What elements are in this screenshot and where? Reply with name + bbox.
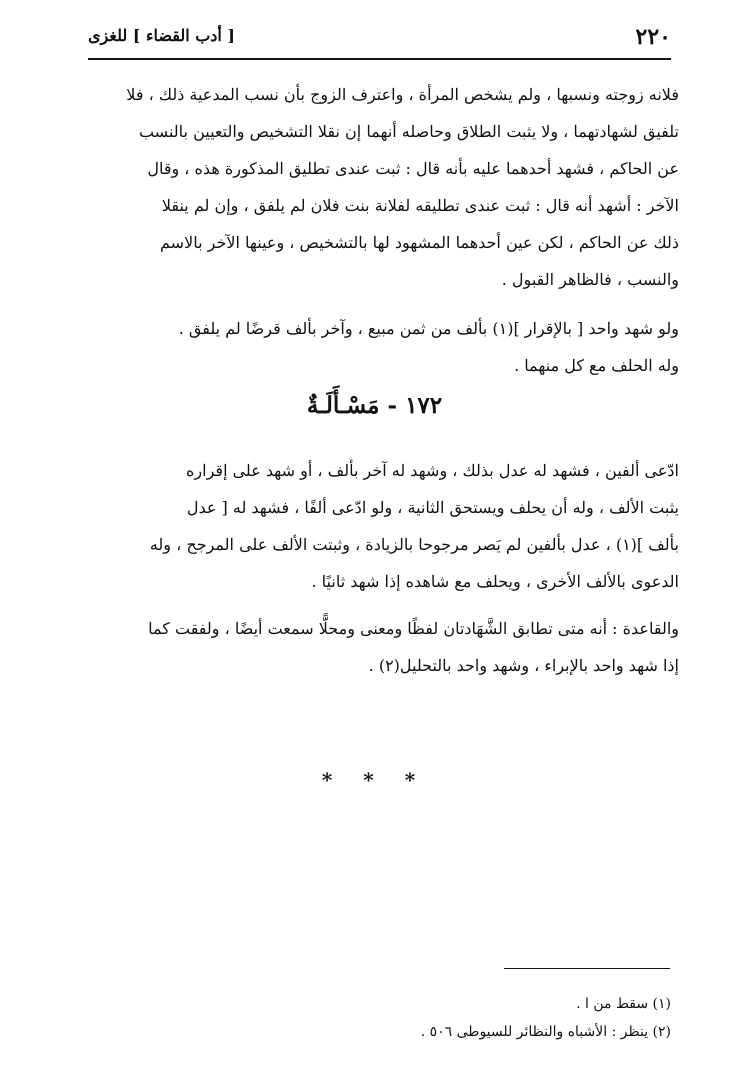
footnotes <box>250 990 671 1046</box>
paragraph-2 <box>78 310 679 384</box>
text-line: ذلك عن الحاكم ، لكن عين أحدهما المشهود لها بالتشخيص ، وعينها الآخر بالاسم <box>160 233 679 252</box>
text-line: والقاعدة : أنه متى تطابق الشَّهَادتان لفظًا ومعنى ومحلًّا سمعت أيضًا ، ولفقت كما <box>148 619 679 638</box>
text-line: ادّعى ألفين ، فشهد له عدل بذلك ، وشهد له آخر بألف ، أو شهد على إقراره <box>186 461 679 480</box>
section-separator: * * * <box>321 768 428 792</box>
footnote-2: (٢) ينظر : الأشباه والنظائر للسيوطى ٥٠٦ . <box>420 1024 671 1040</box>
header-rule <box>88 58 671 60</box>
paragraph-4 <box>78 610 679 684</box>
paragraph-3 <box>78 452 679 600</box>
text-line: يثبت الألف ، وله أن يحلف ويستحق الثانية ، ولو ادّعى ألفًا ، فشهد له [ عدل <box>186 498 679 517</box>
page-header <box>88 24 671 50</box>
text-line: فلانه زوجته ونسبها ، ولم يشخص المرأة ، واعترف الزوج بأن نسب المدعية ذلك ، فلا <box>126 85 679 104</box>
paragraph-1 <box>78 76 679 298</box>
section-heading: ١٧٢ - مَسْـأَلَـةٌ <box>306 392 443 419</box>
text-line: وله الحلف مع كل منهما . <box>514 356 679 375</box>
text-line: ولو شهد واحد [ بالإقرار ](١) بألف من ثمن مبيع ، وآخر بألف قرضًا لم يلفق . <box>178 319 679 338</box>
page-number: ٢٢٠ <box>635 24 671 50</box>
text-line: إذا شهد واحد بالإبراء ، وشهد واحد بالتحليل(٢) . <box>368 656 679 675</box>
text-line: عن الحاكم ، فشهد أحدهما عليه بأنه قال : ثبت عندى تطليق المذكورة هذه ، وقال <box>147 159 679 178</box>
text-line: تلفيق لشهادتهما ، ولا يثبت الطلاق وحاصله أنهما إن نقلا التشخيص والتعيين بالنسب <box>138 122 679 141</box>
text-line: الآخر : أشهد أنه قال : ثبت عندى تطليقه لفلانة بنت فلان لم يلفق ، وإن لم ينقلا <box>161 196 679 215</box>
running-title: [ أدب القضاء ] للغزى <box>88 26 235 45</box>
text-line: والنسب ، فالظاهر القبول . <box>501 270 679 289</box>
text-line: الدعوى بالألف الأخرى ، ويحلف مع شاهده إذا شهد ثانيًا . <box>311 572 679 591</box>
footnote-1: (١) سقط من ا . <box>576 996 671 1012</box>
footnote-rule <box>504 968 670 969</box>
text-line: بألف ](١) ، عدل بألفين لم يَصر مرجوحا بالزيادة ، وثبتت الألف على المرجح ، وله <box>149 535 679 554</box>
